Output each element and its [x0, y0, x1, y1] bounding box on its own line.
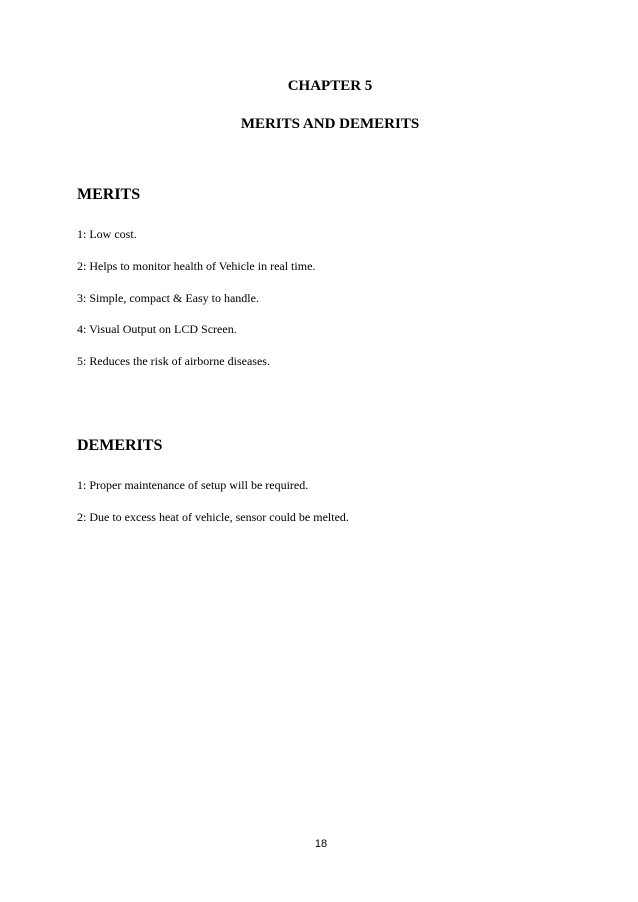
demerit-item: 2: Due to excess heat of vehicle, sensor could be melted.	[77, 510, 349, 524]
merits-heading: MERITS	[77, 186, 141, 203]
demerit-item: 1: Proper maintenance of setup will be required.	[77, 478, 309, 492]
merit-item: 3: Simple, compact & Easy to handle.	[77, 291, 259, 305]
demerits-heading: DEMERITS	[77, 437, 163, 454]
merit-item: 4: Visual Output on LCD Screen.	[77, 322, 237, 336]
merit-item: 1: Low cost.	[77, 227, 137, 241]
merit-item: 2: Helps to monitor health of Vehicle in real time.	[77, 259, 316, 273]
chapter-number: CHAPTER 5	[287, 78, 373, 94]
page-number: 18	[314, 838, 328, 850]
chapter-title: MERITS AND DEMERITS	[240, 116, 420, 132]
merit-item: 5: Reduces the risk of airborne diseases.	[77, 354, 270, 368]
